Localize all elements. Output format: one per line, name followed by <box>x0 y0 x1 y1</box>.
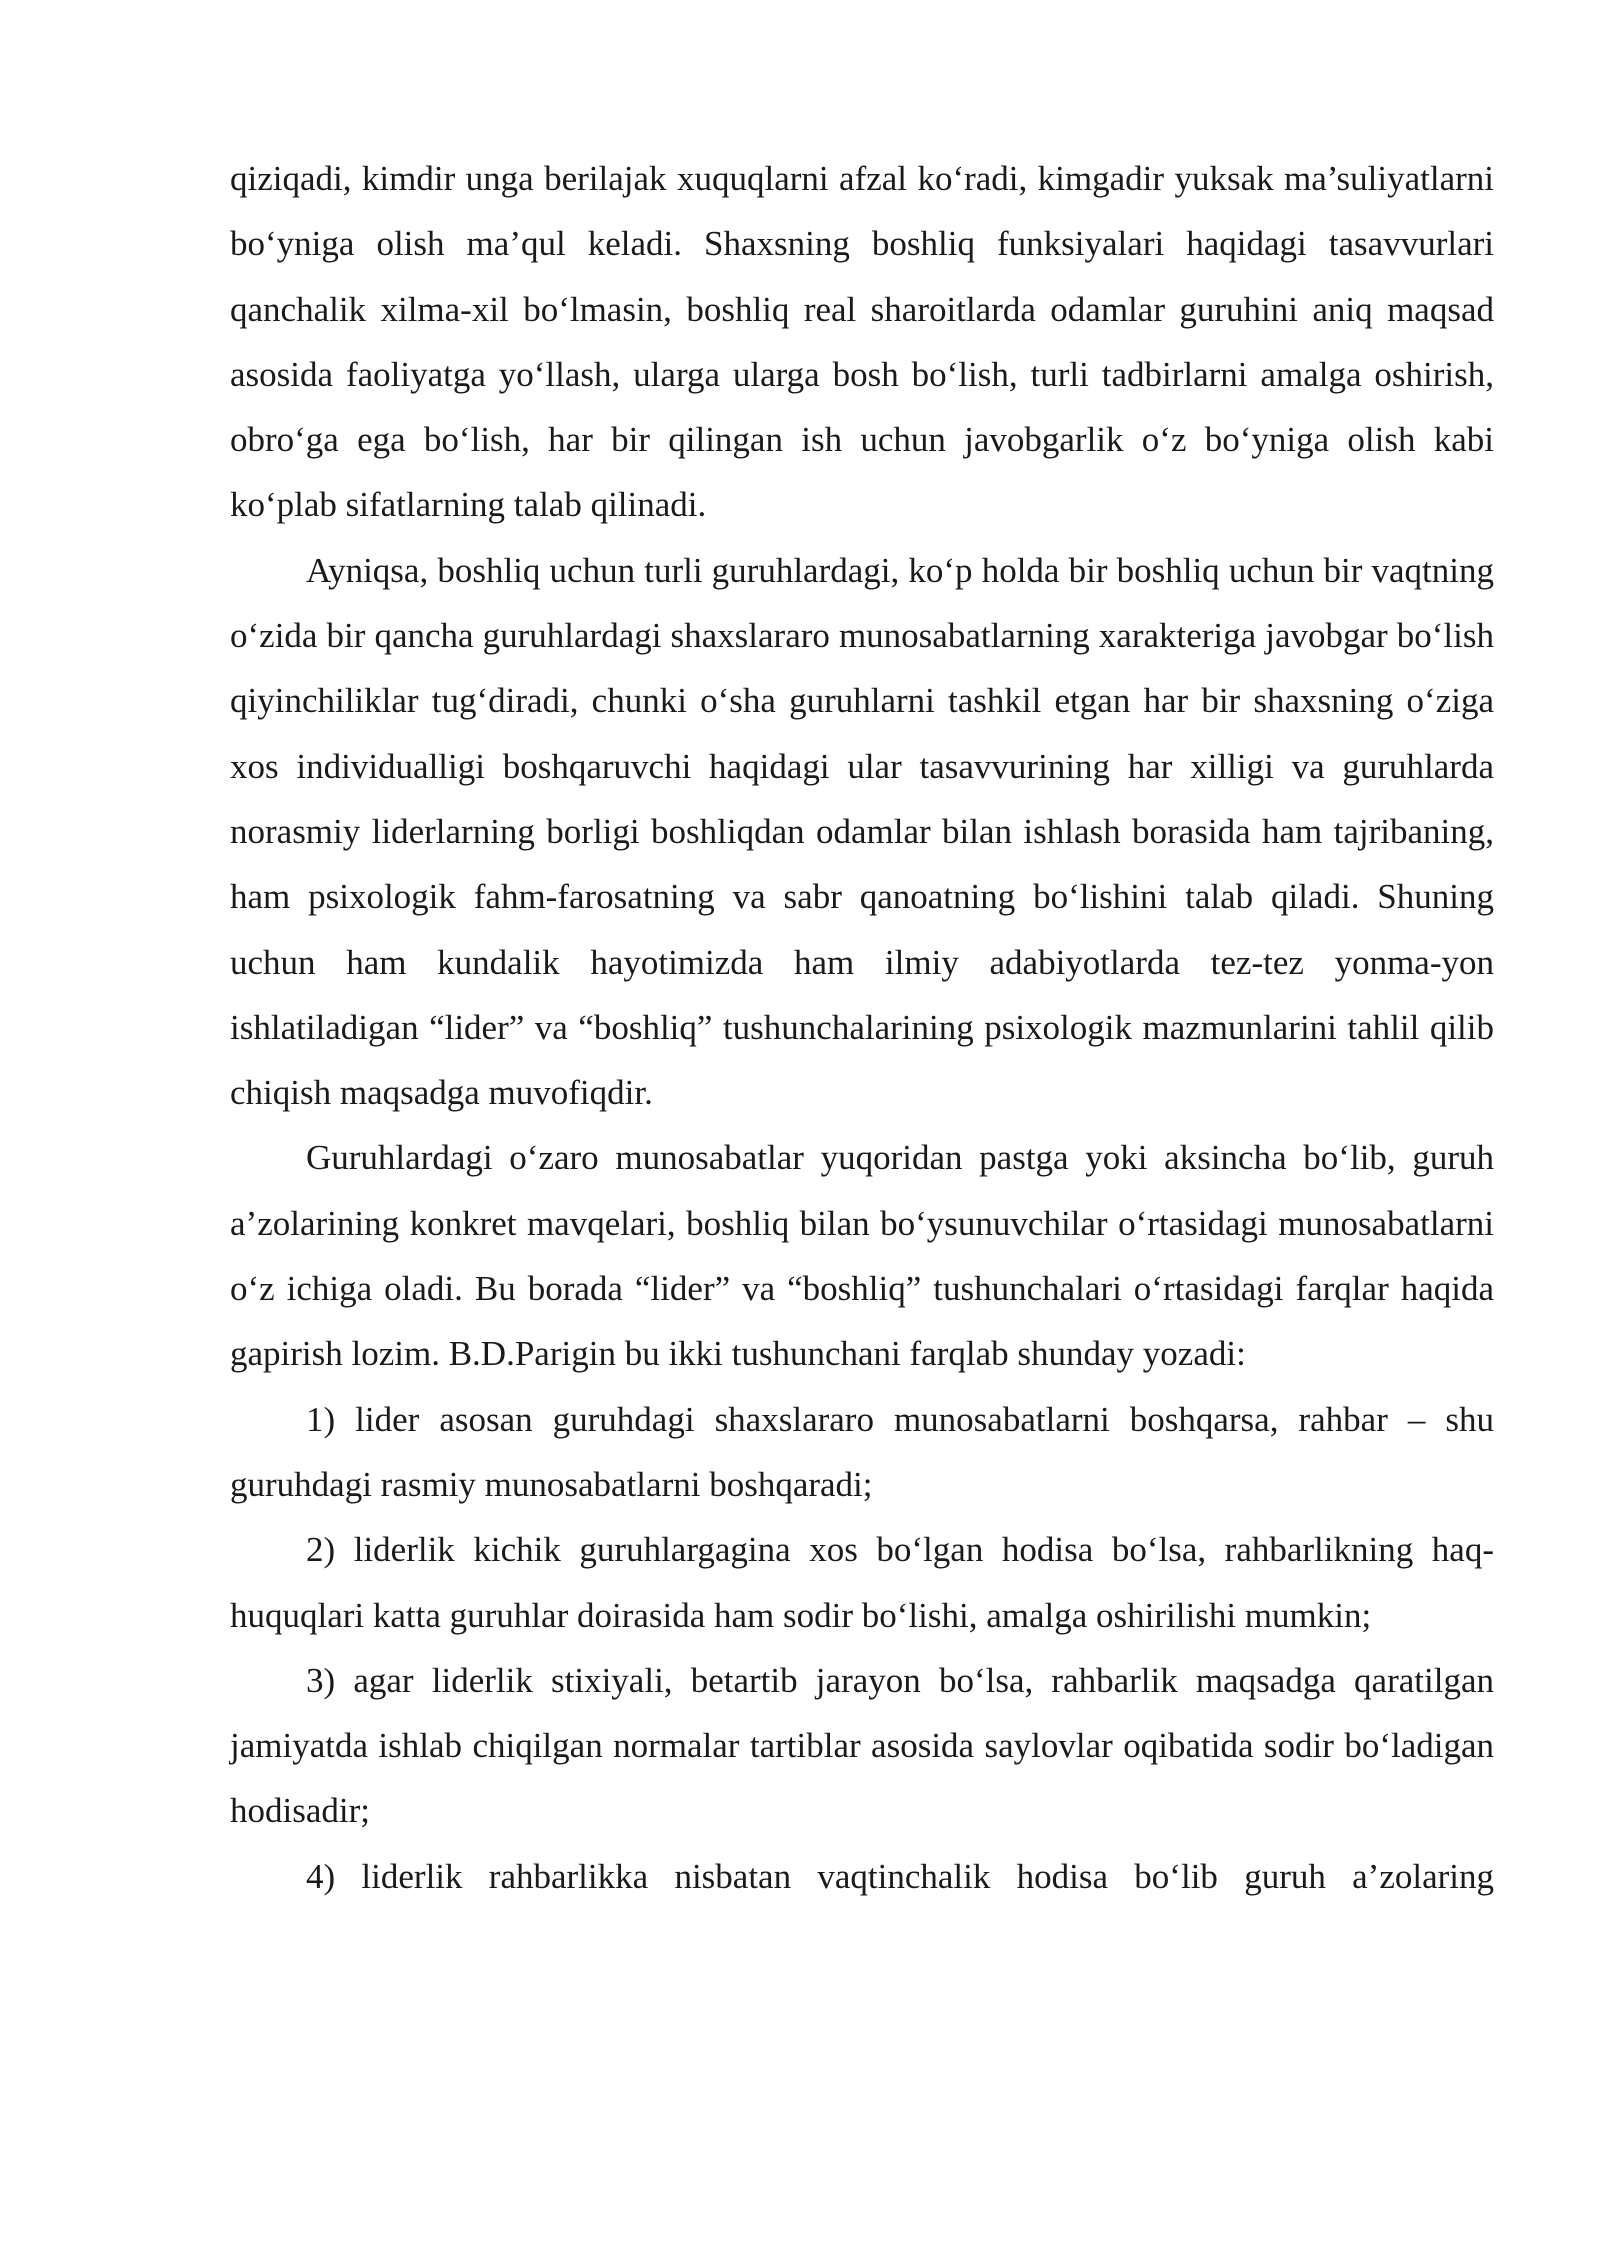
list-item-4: 4) liderlik rahbarlikka nisbatan vaqtinchalik hodisa bo‘lib guruh a’zolaring <box>306 1856 1494 1896</box>
document-page <box>230 146 1494 1909</box>
paragraph-group-relations-difficulty: Ayniqsa, boshliq uchun turli guruhlardagi, ko‘p holda bir boshliq uchun bir vaqtning o‘zida bir qancha guruhlardagi shaxslararo munosabatlarning xarakteriga javobgar bo‘lish qiyinchiliklar tug‘diradi, chunki o‘sha guruhlarni tashkil etgan har bir shaxsning o‘ziga xos individualligi boshqaruvchi haqidagi ular tasavvurining har xilligi va guruhlarda norasmiy liderlarning borligi boshliqdan odamlar bilan ishlash borasida ham tajribaning, ham psixologik fahm-farosatning va sabr qanoatning bo‘lishini talab qiladi. Shuning uchun ham kundalik hayotimizda ham ilmiy adabiyotlarda tez-tez yonma-yon ishlatiladigan “lider” va “boshliq” tushunchalarining psixologik mazmunlarini tahlil qilib chiqish maqsadga muvofiqdir. <box>230 550 1494 1113</box>
list-item-1: 1) lider asosan guruhdagi shaxslararo munosabatlarni boshqarsa, rahbar – shu guruhdagi rasmiy munosabatlarni boshqaradi; <box>230 1399 1494 1504</box>
paragraph-leader-vs-boss: Guruhlardagi o‘zaro munosabatlar yuqoridan pastga yoki aksincha bo‘lib, guruh a’zolarining konkret mavqelari, boshliq bilan bo‘ysunuvchilar o‘rtasidagi munosabatlarni o‘z ichiga oladi. Bu borada “lider” va “boshliq” tushunchalari o‘rtasidagi farqlar haqida gapirish lozim. B.D.Parigin bu ikki tushunchani farqlab shunday yozadi: <box>230 1138 1494 1374</box>
list-item-3: 3) agar liderlik stixiyali, betartib jarayon bo‘lsa, rahbarlik maqsadga qaratilgan jamiyatda ishlab chiqilgan normalar tartiblar asosida saylovlar oqibatida sodir bo‘ladigan hodisadir; <box>230 1660 1494 1831</box>
list-item-2: 2) liderlik kichik guruhlargagina xos bo‘lgan hodisa bo‘lsa, rahbarlikning haq-huquqlari katta guruhlar doirasida ham sodir bo‘lishi, amalga oshirilishi mumkin; <box>230 1530 1494 1635</box>
paragraph-leader-functions: qiziqadi, kimdir unga berilajak xuquqlarni afzal ko‘radi, kimgadir yuksak ma’suliyatlarni bo‘yniga olish ma’qul keladi. Shaxsning boshliq funksiyalari haqidagi tasavvurlari qanchalik xilma-xil bo‘lmasin, boshliq real sharoitlarda odamlar guruhini aniq maqsad asosida faoliyatga yo‘llash, ularga ularga bosh bo‘lish, turli tadbirlarni amalga oshirish, obro‘ga ega bo‘lish, har bir qilingan ish uchun javobgarlik o‘z bo‘yniga olish kabi ko‘plab sifatlarning talab qilinadi. <box>230 159 1494 525</box>
